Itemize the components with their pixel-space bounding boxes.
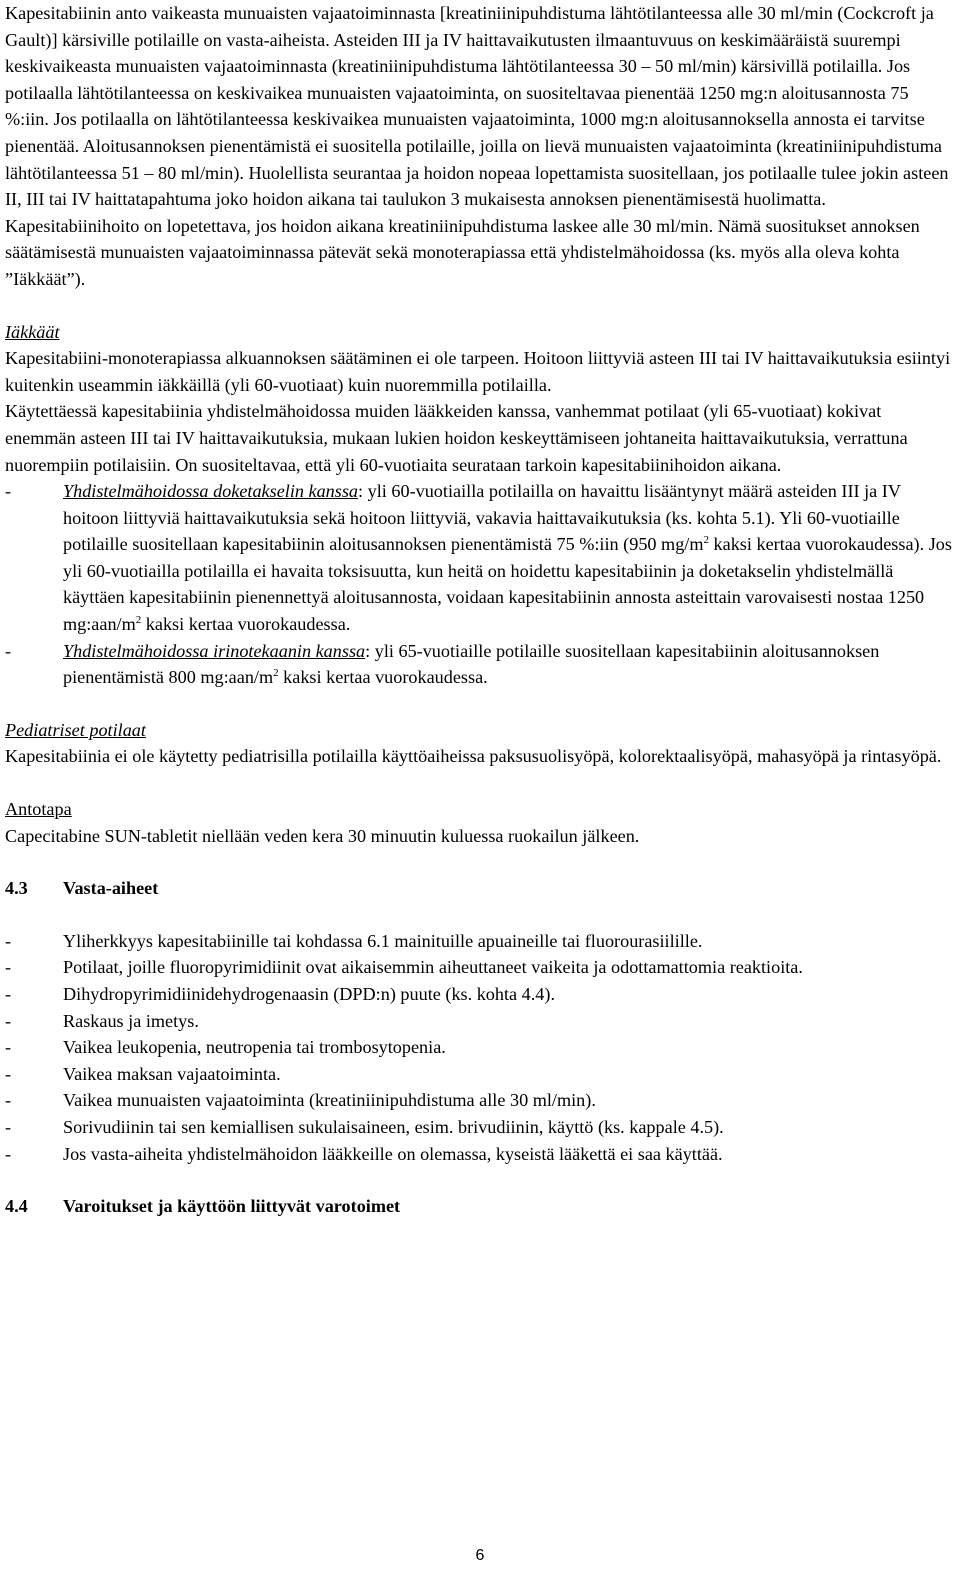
list-item-text: Vaikea maksan vajaatoiminta. bbox=[63, 1063, 281, 1084]
list-dash: - bbox=[5, 640, 12, 661]
list-item bbox=[5, 928, 953, 955]
list-item bbox=[5, 1034, 953, 1061]
page-number: 6 bbox=[475, 1547, 485, 1564]
spacer bbox=[5, 293, 953, 319]
list-item-text: Yliherkkyys kapesitabiinille tai kohdassa 6.1 mainituille apuaineille tai fluorourasiilille. bbox=[63, 930, 703, 951]
list-dash: - bbox=[5, 930, 12, 951]
section-title: Vasta-aiheet bbox=[63, 878, 159, 899]
docetaxel-label: Yhdistelmähoidossa doketakselin kanssa bbox=[63, 481, 359, 502]
section-number: 4.4 bbox=[5, 1196, 28, 1217]
section-title: Varoitukset ja käyttöön liittyvät varotoimet bbox=[63, 1196, 401, 1217]
list-item bbox=[5, 1087, 953, 1114]
list-dash: - bbox=[5, 1037, 12, 1058]
list-dash: - bbox=[5, 984, 12, 1004]
elderly-paragraph-1: Kapesitabiini-monoterapiassa alkuannoksen säätäminen ei ole tarpeen. Hoitoon liittyviä asteen III tai IV haittavaikutuksia esiintyi kuitenkin useammin iäkkäillä (yli 60-vuotiaat) kuin nuoremmilla potilailla. bbox=[5, 348, 951, 395]
administration-heading: Antotapa bbox=[5, 799, 72, 820]
list-item bbox=[5, 954, 953, 981]
list-dash: - bbox=[5, 1090, 12, 1111]
docetaxel-text-b: kaksi kertaa vuorokaudessa). Jos yli 60-vuotiailla potilailla ei havaita toksisuutta, kun heitä on hoidettu kapesitabiinin ja doketakselin yhdistelmällä käyttäen kapesitabiinin pienennettyä aloitusannosta, voidaan kapesitabiinin annosta asteittain varovaisesti nostaa 1250 mg:aan/m bbox=[63, 534, 952, 635]
elderly-list-item-irinotecan bbox=[5, 638, 953, 691]
pediatric-paragraph: Kapesitabiinia ei ole käytetty pediatrisilla potilailla käyttöaiheissa paksusuolisyöpä, kolorektaalisyöpä, mahasyöpä ja rintasyöpä. bbox=[5, 746, 942, 767]
list-item bbox=[5, 1114, 953, 1141]
list-dash: - bbox=[5, 481, 12, 502]
spacer bbox=[5, 691, 953, 717]
list-item bbox=[5, 1141, 953, 1168]
section-number: 4.3 bbox=[5, 878, 28, 899]
list-item-text: Vaikea munuaisten vajaatoiminta (kreatiniinipuhdistuma alle 30 ml/min). bbox=[63, 1090, 596, 1111]
pediatric-heading: Pediatriset potilaat bbox=[5, 719, 146, 740]
elderly-list-item-docetaxel bbox=[5, 478, 953, 638]
superscript: 2 bbox=[273, 667, 279, 680]
irinotecan-text-a: : yli 65-vuotiaille potilaille suositellaan kapesitabiinin aloitusannoksen pienentämistä 800 mg:aan/m bbox=[63, 640, 880, 688]
list-item-text: Jos vasta-aiheita yhdistelmähoidon lääkkeille on olemassa, kyseistä lääkettä ei saa käyttää. bbox=[63, 1143, 723, 1164]
superscript: 2 bbox=[135, 614, 142, 627]
elderly-paragraph-2: Käytettäessä kapesitabiinia yhdistelmähoidossa muiden lääkkeiden kanssa, vanhemmat potilaat (yli 65-vuotiaat) kokivat enemmän asteen III tai IV haittavaikutuksia, mukaan lukien hoidon keskeyttämiseen johtaneita haittavaikutuksia, verrattuna nuorempiin potilaisiin. On suositeltavaa, että yli 60-vuotiaita seurataan tarkoin kapesitabiinihoidon aikana. bbox=[5, 401, 908, 475]
irinotecan-text-b: kaksi kertaa vuorokaudessa. bbox=[278, 667, 488, 688]
list-item bbox=[5, 1061, 953, 1088]
list-item-text: Dihydropyrimidiinidehydrogenaasin (DPD:n) puute (ks. kohta 4.4). bbox=[63, 984, 555, 1004]
list-item-text: Vaikea leukopenia, neutropenia tai trombosytopenia. bbox=[63, 1037, 446, 1058]
contraindications-list bbox=[5, 928, 953, 1167]
spacer bbox=[5, 770, 953, 796]
list-item bbox=[5, 1008, 953, 1035]
list-item-text: Potilaat, joille fluoropyrimidiinit ovat aikaisemmin aiheuttaneet vaikeita ja odottamattomia reaktioita. bbox=[63, 957, 803, 978]
section-heading-4-3 bbox=[5, 875, 953, 902]
intro-paragraph: Kapesitabiinin anto vaikeasta munuaisten vajaatoiminnasta [kreatiniinipuhdistuma lähtötilanteessa alle 30 ml/min (Cockcroft ja Gault)] kärsiville potilaille on vasta-aiheista. Asteiden III ja IV haittavaikutusten ilmaantuvuus on keskimääräistä suurempi keskivaikeasta munuaisten vajaatoiminnasta (kreatiniinipuhdistuma lähtötilanteessa 30 – 50 ml/min) kärsivillä potilailla. Jos potilaalla lähtötilanteessa on keskivaikea munuaisten vajaatoiminta, on suositeltavaa pienentää 1250 mg:n aloitusannosta 75 %:iin. Jos potilaalla on lähtötilanteessa keskivaikea munuaisten vajaatoiminta, 1000 mg:n aloitusannoksella annosta ei tarvitse pienentää. Aloitusannoksen pienentämistä ei suositella potilaille, joilla on lievä munuaisten vajaatoiminta (kreatiniinipuhdistuma lähtötilanteessa 51 – 80 ml/min). Huolellista seurantaa ja hoidon nopeaa lopettamista suositellaan, jos potilaalle tulee jokin asteen II, III tai IV haittatapahtuma joko hoidon aikana tai taulukon 3 mukaisesta annoksen pienentämisestä huolimatta. Kapesitabiinihoito on lopetettava, jos hoidon aikana kreatiniinipuhdistuma laskee alle 30 ml/min. Nämä suositukset annoksen säätämisestä munuaisten vajaatoiminnassa pätevät sekä monoterapiassa että yhdistelmähoidossa (ks. myös alla oleva kohta ”Iäkkäät”). bbox=[5, 3, 949, 289]
list-dash: - bbox=[5, 1143, 12, 1164]
list-dash: - bbox=[5, 1116, 12, 1137]
section-heading-4-4 bbox=[5, 1193, 953, 1220]
list-dash: - bbox=[5, 1063, 12, 1084]
spacer bbox=[5, 1167, 953, 1193]
list-item-text: Raskaus ja imetys. bbox=[63, 1010, 199, 1031]
spacer bbox=[5, 849, 953, 875]
spacer bbox=[5, 902, 953, 928]
docetaxel-text-c: kaksi kertaa vuorokaudessa. bbox=[141, 614, 351, 635]
list-dash: - bbox=[5, 957, 12, 978]
elderly-heading: Iäkkäät bbox=[5, 321, 60, 342]
superscript: 2 bbox=[703, 534, 709, 547]
irinotecan-label: Yhdistelmähoidossa irinotekaanin kanssa bbox=[63, 640, 366, 661]
docetaxel-text-a: : yli 60-vuotiailla potilailla on havaittu lisääntynyt määrä asteiden III ja IV hoitoon liittyviä haittavaikutuksia sekä hoitoon liittyviä, vakavia haittavaikutuksia (ks. kohta 5.1). Yli 60-vuotiaille potilaille suositellaan kapesitabiinin aloitusannoksen pienentämistä 75 %:iin (950 mg/m bbox=[63, 481, 901, 555]
list-dash: - bbox=[5, 1010, 12, 1031]
document-page bbox=[5, 0, 953, 1220]
list-item bbox=[5, 981, 953, 1008]
list-item-text: Sorivudiinin tai sen kemiallisen sukulaisaineen, esim. brivudiinin, käyttö (ks. kappale 4.5). bbox=[63, 1116, 724, 1137]
administration-paragraph: Capecitabine SUN-tabletit niellään veden kera 30 minuutin kuluessa ruokailun jälkeen. bbox=[5, 825, 640, 846]
